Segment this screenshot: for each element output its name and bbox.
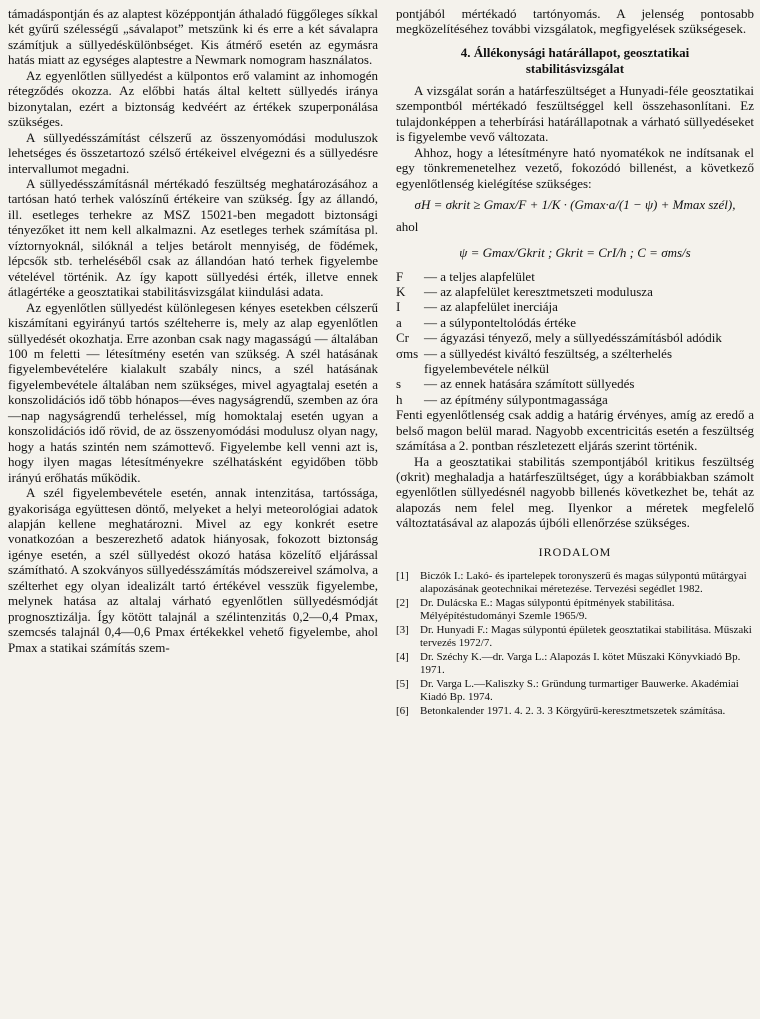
references-list — [396, 570, 754, 718]
definition-symbol: Cr — [396, 330, 409, 346]
section-heading-line: stabilitásvizsgálat — [525, 60, 625, 76]
body-paragraph: A szél figyelembevétele esetén, annak intenzitása, tartóssága, gyakorisága együttesen döntő, melyeket a helyi meteorológiai adatok alapján kellene meghatározni. Mivel az egy konkrét esetre vonatkozóan a beszerezhető adatok hiányosak, fokozott biztonság igénye esetén, a szél süllyedést okozó hatása közelítő eljárással számítható. A szokványos süllyedésszámítás módszereivel számolva, a szélterhet egy olyan idealizált tartó értékével vesszük figyelembe, melynek hatása az altalaj várható egyenlőtlen süllyedésmódját prognosztizálja. Így kötött talajnál a szélintenzitás 0,2—0,4 Pmax, szemcsés talajnál 0,4—0,6 Pmax értékekkel vehető figyelembe, ahol Pmax a statikai számítás szem- — [8, 485, 378, 655]
reference-number: [5] — [396, 677, 409, 690]
definition-text: — az ennek hatására számított süllyedés — [424, 376, 635, 392]
reference-text: Dr. Dulácska E.: Magas súlypontú építmények stabilitása. Mélyépítéstudományi Szemle 1965/9. — [420, 596, 675, 622]
body-paragraph: támadáspontján és az alaptest középpontján áthaladó függőleges síkkal két gyűrű szélességű „sávalapot” metszünk ki és erre a két sávalapra számítjuk a süllyedéskülönbséget. Kis átmérő esetén az egymásra hatás miatt az egységes alaptestre a Newmark nomogram használatos. — [8, 6, 378, 68]
definition-symbol: I — [396, 299, 401, 315]
reference-item — [396, 678, 754, 704]
reference-text: Dr. Hunyadi F.: Magas súlypontú épületek geosztatikai stabilitása. Műszaki tervezés 1972/7. — [420, 623, 752, 649]
definition-row — [396, 346, 754, 377]
section-heading-line: 4. Állékonysági határállapot, geosztatikai — [460, 44, 690, 60]
definition-text: — az alapfelület inerciája — [424, 299, 558, 315]
definition-symbol: a — [396, 314, 402, 330]
symbol-definitions — [396, 269, 754, 408]
main-formula: σH = σkrit ≥ Gmax/F + 1/K · (Gmax·a/(1 − ψ) + Mmax szél), — [414, 197, 736, 213]
section-heading — [396, 45, 754, 77]
body-paragraph: Az egyenlőtlen süllyedést különlegesen kényes esetekben célszerű kiszámítani egyirányú tartós szélteherre is, mely az alap egyenlőtlen süllyedését okozhatja. Erre azonban csak nagy magasságú — általában 100 m feletti — létesítmény esetén van szükség. A szél hatásának figyelembevételére kialakult szabály nincs, a szél hatásának figyelembevétele általában nem szükséges, mivel agyagtalaj esetén a konszolidációs idő több hónapos—éves nagyságrendű, szemben az óra—nap nagyságrendű terheléssel, míg homoktalaj esetén ugyan a konszolidációs idő rövid, de az összenyomódási modulusz olyan nagy, hogy a hatás szintén nem számottevő. Figyelembe kell venni azt is, hogy ilyen magas létesítményekre szélhatásként egyidőben több irányú erőhatás működik. — [8, 299, 378, 485]
definition-row — [396, 299, 754, 314]
body-paragraph: Ha a geosztatikai stabilitás szempontjából kritikus feszültség (σkrit) meghaladja a határfeszültséget, úgy a korábbiakban számolt egyenlőtlen süllyedésnél nagyobb billenés következhet be, tehát az alapozás nem felel meg. Ilyenkor a méretek megfelelő változtatásával az alapozás újbóli ellenőrzése szükséges. — [396, 453, 754, 531]
definition-row — [396, 392, 754, 407]
reference-text: Dr. Széchy K.—dr. Varga L.: Alapozás I. kötet Műszaki Könyvkiadó Bp. 1971. — [420, 650, 741, 676]
body-paragraph: Az egyenlőtlen süllyedést a külpontos erő valamint az inhomogén rétegződés okozza. Az előbbi hatás által keltett süllyedés iránya bizonytalan, ezért a biztonság kedvéért az értékek szuperponálása szükséges. — [8, 67, 378, 130]
reference-text: Betonkalender 1971. 4. 2. 3. 3 Körgyűrű-keresztmetszetek számítása. — [420, 704, 726, 717]
reference-item — [396, 597, 754, 623]
left-column — [8, 6, 378, 655]
reference-item — [396, 651, 754, 677]
reference-number: [2] — [396, 596, 409, 609]
definition-text: — a teljes alapfelület — [424, 268, 535, 284]
definition-row — [396, 284, 754, 299]
definition-text: — az alapfelület keresztmetszeti modulusza — [424, 283, 653, 299]
body-paragraph: Ahhoz, hogy a létesítményre ható nyomatékok ne indítsanak el egy tönkremenetelhez vezető, fokozódó billenést, a következő egyenlőtlenség kielégítése szükséges: — [396, 144, 754, 191]
reference-item — [396, 624, 754, 650]
reference-text: Biczók I.: Lakó- és ipartelepek toronyszerű és magas súlypontú műtárgyai alapozásának geotechnikai méretezése. Tervezési segédlet 1982. — [420, 569, 747, 595]
body-paragraph: A vizsgálat során a határfeszültséget a Hunyadi-féle geosztatikai szempontból mértékadó feszültséggel kell összehasonlítani. Ez tulajdonképpen a teherbírási határállapotnak a várható süllyedéseket is figyelembe vevő változata. — [396, 82, 754, 145]
reference-text: Dr. Varga L.—Kaliszky S.: Gründung turmartiger Bauwerke. Akadémiai Kiadó Bp. 1974. — [420, 677, 739, 703]
right-column — [396, 6, 754, 719]
body-paragraph: pontjából mértékadó tartónyomás. A jelenség pontosabb megközelítéséhez további vizsgálatok, megfigyelések szükségesek. — [396, 6, 754, 37]
definition-symbol: σms — [396, 345, 419, 361]
definition-symbol: s — [396, 376, 402, 392]
body-paragraph: A süllyedésszámítást célszerű az összenyomódási moduluszok lehetséges és összetartozó szélső értékeivel elvégezni és a süllyedésre intervallumot megadni. — [8, 129, 378, 176]
definition-formula: ψ = Gmax/Gkrit ; Gkrit = CrI/h ; C = σms/s — [459, 244, 691, 260]
definition-text: — a süllyedést kiváltó feszültség, a szélterhelés figyelembevétele nélkül — [424, 345, 673, 376]
reference-number: [4] — [396, 650, 409, 663]
definition-row — [396, 330, 754, 345]
definition-symbol: h — [396, 391, 403, 407]
definition-symbol: K — [396, 283, 406, 299]
definition-row — [396, 376, 754, 391]
definition-row — [396, 269, 754, 284]
definition-text: — az építmény súlypontmagassága — [424, 391, 608, 407]
reference-number: [1] — [396, 569, 409, 582]
reference-number: [6] — [396, 704, 409, 717]
definition-row — [396, 315, 754, 330]
references-title: IRODALOM — [538, 544, 612, 559]
reference-item — [396, 570, 754, 596]
reference-item — [396, 705, 754, 718]
reference-number: [3] — [396, 623, 409, 636]
definition-text: — a súlyponteltolódás értéke — [424, 314, 576, 330]
definition-text: — ágyazási tényező, mely a süllyedésszámításból adódik — [424, 330, 722, 346]
body-paragraph: Fenti egyenlőtlenség csak addig a határig érvényes, amíg az eredő a belső magon belül marad. Nagyobb excentricitás esetén a feszültség számítása a 2. pontban részletezett eljárás szerint történik. — [396, 407, 754, 454]
definition-symbol: F — [396, 268, 404, 284]
body-paragraph: A süllyedésszámításnál mértékadó feszültség meghatározásához a tartósan ható terhek valószínű értékeire van szükség. Így az állandó, ill. esetleges terhekre az MSZ 15021-ben megadott biztonsági tényezőket itt nem kell alkalmazni. Az esetleges terhek számítása pl. víztornyoknál, silóknál a teljes betárolt mennyiség, de födémek, lépcsők stb. terheléséből csak az állandóan ható terhek figyelembe vételével történik. Az így kapott süllyedési érték, illetve ennek átlagértéke a geosztatikai stabilitásvizsgálat kiindulási adata. — [8, 175, 378, 300]
ahol-label: ahol — [396, 219, 419, 235]
